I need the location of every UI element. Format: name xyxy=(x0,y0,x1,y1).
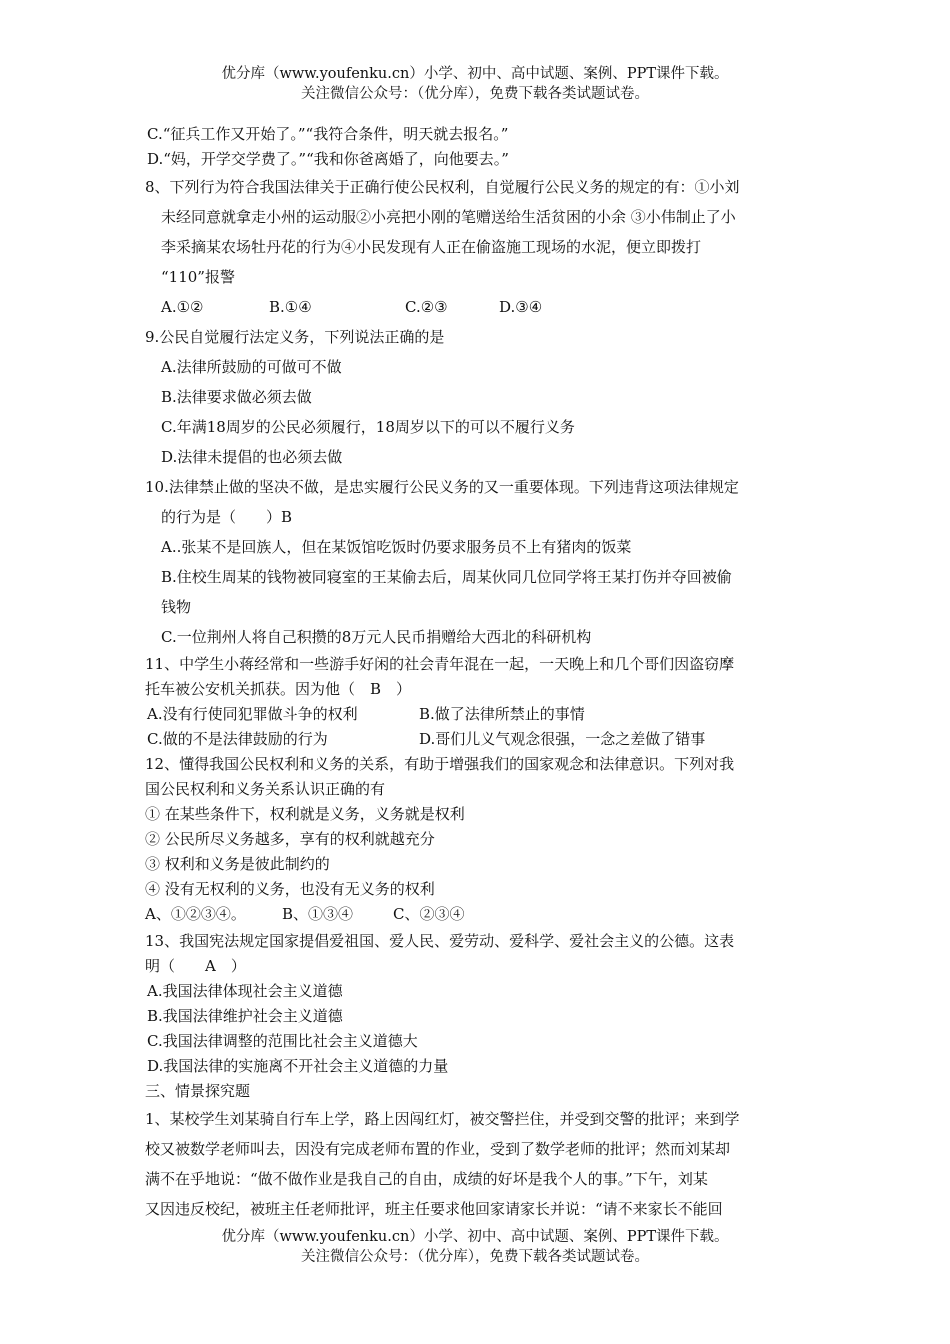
q12-statement-1: ① 在某些条件下，权利就是义务，义务就是权利 xyxy=(145,805,465,823)
q12-statement-4: ④ 没有无权利的义务，也没有无义务的权利 xyxy=(145,880,435,898)
document-body xyxy=(145,122,810,1224)
q10-option-b: B.住校生周某的钱物被同寝室的王某偷去后，周某伙同几位同学将王某打伤并夺回被偷 xyxy=(161,568,732,586)
q8-stem-line-1: 8、下列行为符合我国法律关于正确行使公民权利，自觉履行公民义务的规定的有：①小刘 xyxy=(145,178,740,196)
q11-stem-line-1: 11、中学生小蒋经常和一些游手好闲的社会青年混在一起，一天晚上和几个哥们因盗窃摩 xyxy=(145,655,735,673)
q12-option-c: C、②③④ xyxy=(393,905,465,923)
q12-statement-3: ③ 权利和义务是彼此制约的 xyxy=(145,855,330,873)
q10-stem-line-1: 10.法律禁止做的坚决不做，是忠实履行公民义务的又一重要体现。下列违背这项法律规定 xyxy=(145,478,739,496)
q8-option-c: C.②③ xyxy=(405,298,448,316)
q10-option-c: C.一位荆州人将自己积攒的8万元人民币捐赠给大西北的科研机构 xyxy=(161,628,592,646)
q8-stem-line-2: 未经同意就拿走小州的运动服②小亮把小刚的笔赠送给生活贫困的小余 ③小伟制止了小 xyxy=(161,208,736,226)
q8-option-b: B.①④ xyxy=(269,298,312,316)
footer-line-2: 关注微信公众号：（优分库），免费下载各类试题试卷。 xyxy=(301,1249,649,1265)
q9-option-c: C.年满18周岁的公民必须履行，18周岁以下的可以不履行义务 xyxy=(161,418,575,436)
q10-stem-line-2: 的行为是（ ）B xyxy=(161,508,293,526)
q12-statement-2: ② 公民所尽义务越多，享有的权利就越充分 xyxy=(145,830,435,848)
q8-options xyxy=(145,292,810,322)
q11-options-row-1 xyxy=(145,702,810,727)
q11-options-row-2 xyxy=(145,727,810,752)
q13-stem-line-1: 13、我国宪法规定国家提倡爱祖国、爱人民、爱劳动、爱科学、爱社会主义的公德。这表 xyxy=(145,932,735,950)
q13-option-b: B.我国法律维护社会主义道德 xyxy=(147,1007,343,1025)
footer-line-1: 优分库（www.youfenku.cn）小学、初中、高中试题、案例、PPT课件下载。 xyxy=(221,1229,729,1245)
s3-q1-line-4: 又因违反校纪，被班主任老师批评，班主任要求他回家请家长并说：“请不来家长不能回 xyxy=(145,1200,723,1218)
q9-option-a: A.法律所鼓励的可做可不做 xyxy=(161,358,342,376)
page-footer xyxy=(0,1227,950,1267)
q12-stem-line-2: 国公民权利和义务关系认识正确的有 xyxy=(145,780,386,798)
q12-options xyxy=(145,902,810,927)
page-header xyxy=(0,64,950,104)
q13-option-c: C.我国法律调整的范围比社会主义道德大 xyxy=(147,1032,418,1050)
q12-option-b: B、①③④ xyxy=(282,905,354,923)
q8-stem-line-3: 李采摘某农场牡丹花的行为④小民发现有人正在偷盗施工现场的水泥，便立即拨打 xyxy=(161,238,702,256)
header-line-1: 优分库（www.youfenku.cn）小学、初中、高中试题、案例、PPT课件下载。 xyxy=(221,66,729,82)
q9-option-d: D.法律未提倡的也必须去做 xyxy=(161,448,343,466)
q9-option-b: B.法律要求做必须去做 xyxy=(161,388,312,406)
q10-option-b-cont: 钱物 xyxy=(161,598,192,616)
q8-stem-line-4: “110”报警 xyxy=(161,268,235,286)
q13-option-a: A.我国法律体现社会主义道德 xyxy=(147,982,343,1000)
q10-option-a: A..张某不是回族人，但在某饭馆吃饭时仍要求服务员不上有猪肉的饭菜 xyxy=(161,538,632,556)
s3-q1-line-3: 满不在乎地说：“做不做作业是我自己的自由，成绩的好坏是我个人的事。”下午，刘某 xyxy=(145,1170,708,1188)
q8-option-a: A.①② xyxy=(161,298,204,316)
q9-stem: 9.公民自觉履行法定义务，下列说法正确的是 xyxy=(145,328,445,346)
q7-option-c: C.“征兵工作又开始了。”“我符合条件，明天就去报名。” xyxy=(147,125,509,143)
q11-option-c: C.做的不是法律鼓励的行为 xyxy=(147,730,328,748)
q11-option-b: B.做了法律所禁止的事情 xyxy=(419,705,585,723)
q11-option-a: A.没有行使同犯罪做斗争的权利 xyxy=(147,705,358,723)
section-3-title: 三、情景探究题 xyxy=(145,1082,251,1100)
s3-q1-line-1: 1、某校学生刘某骑自行车上学，路上因闯红灯，被交警拦住，并受到交警的批评；来到学 xyxy=(145,1110,740,1128)
q11-option-d: D.哥们儿义气观念很强，一念之差做了错事 xyxy=(419,730,706,748)
q11-stem-line-2: 托车被公安机关抓获。因为他（ B ） xyxy=(145,680,412,698)
header-line-2: 关注微信公众号：（优分库），免费下载各类试题试卷。 xyxy=(301,86,649,102)
q7-option-d: D.“妈，开学交学费了。”“我和你爸离婚了，向他要去。” xyxy=(147,150,509,168)
q8-option-d: D.③④ xyxy=(499,298,543,316)
s3-q1-line-2: 校又被数学老师叫去，因没有完成老师布置的作业，受到了数学老师的批评；然而刘某却 xyxy=(145,1140,731,1158)
q13-option-d: D.我国法律的实施离不开社会主义道德的力量 xyxy=(147,1057,449,1075)
q12-stem-line-1: 12、懂得我国公民权利和义务的关系，有助于增强我们的国家观念和法律意识。下列对我 xyxy=(145,755,735,773)
q13-stem-line-2: 明（ A ） xyxy=(145,957,246,975)
q12-option-a: A、①②③④。 xyxy=(145,905,246,923)
